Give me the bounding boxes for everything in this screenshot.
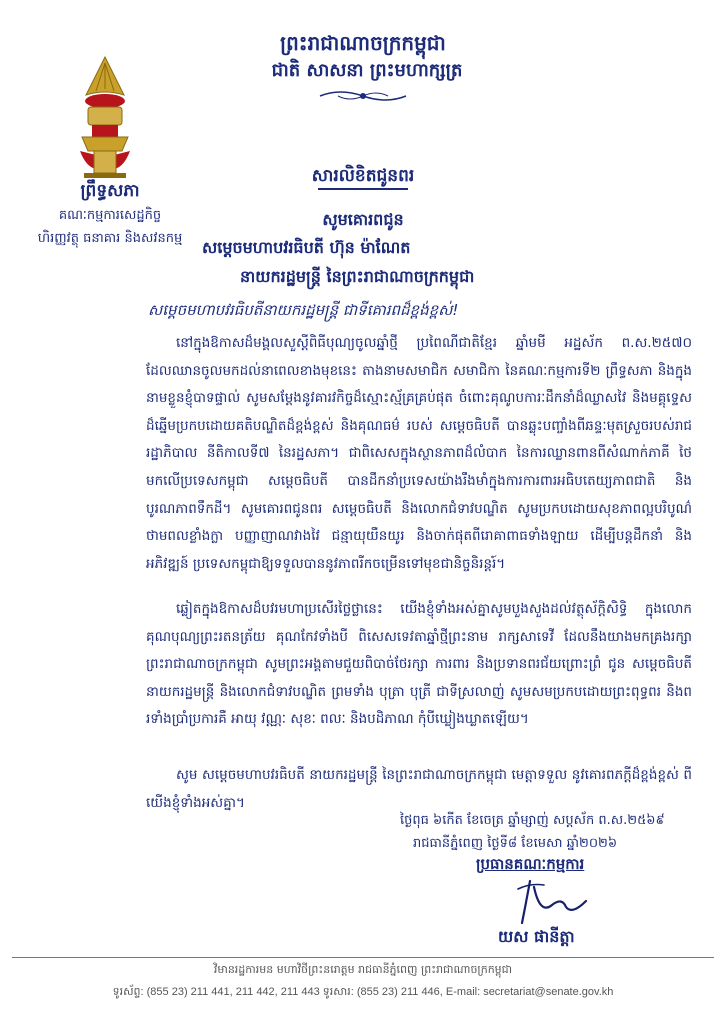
handwritten-signature-icon: [500, 875, 600, 930]
solar-date: រាជធានីភ្នំពេញ ថ្ងៃទី៨ ខែមេសា ឆ្នាំ២០២៦: [413, 836, 618, 851]
body-paragraph: សូម សម្តេចមហាបវរធិបតី នាយករដ្ឋមន្ត្រី នៃព្រះរាជាណាចក្រកម្ពុជា មេត្តាទទួល នូវគោរពភក្តីដ៏ខ្ពង់ខ្ពស់ ពីយើងខ្ញុំទាំងអស់គ្នា។: [146, 767, 692, 811]
footer-divider: [12, 957, 714, 958]
senate-emblem-icon: [76, 55, 134, 180]
addressee-intro: សូមគោរពជូន: [322, 210, 404, 229]
committee-scope: ហិរញ្ញវត្ថុ ធនាគារ និងសវនកម្ម: [37, 231, 183, 246]
body-paragraph: ឆ្លៀតក្នុងឱកាសដ៏បវរមហាប្រសើរថ្លៃថ្លានេះ យើងខ្ញុំទាំងអស់គ្នាសូមបួងសួងដល់វត្ថុស័ក្តិសិទ្ធិ ក្នុងលោក គុណបុណ្យព្រះរតនត្រ័យ គុណកែវទាំងបី ពិសេសទេវតាឆ្នាំថ្មីព្រះនាម រាក្សសាទេវី ដែលនឹងយាងមកគ្រងរក្សាព្រះរាជាណាចក្រកម្ពុជា សូមព្រះអង្គតាមជួយពិបាច់ថែរក្សា ការពារ និងប្រទានពរជ័យព្រោះព្រំ ជូន សម្តេចធិបតី នាយករដ្ឋមន្ត្រី និងលោកជំទាវបណ្ឌិត ព្រមទាំង បុត្រា បុត្រី ជាទីស្រលាញ់ សូមសមប្រកបដោយព្រះពុទ្ធពរ និងពរទាំងប្រាំប្រការគឺ អាយុ វណ្ណៈ សុខៈ ពលៈ និងបដិភាណ កុំបីឃ្លៀងឃ្លាតឡើយ។: [146, 601, 692, 728]
heading-underline: [318, 188, 408, 190]
signatory-name: យស ផានីត្តា: [498, 927, 575, 946]
salutation: សម្តេចមហាបវរធិបតីនាយករដ្ឋមន្ត្រី ជាទីគោរពដ៏ខ្ពង់ខ្ពស់!: [148, 301, 459, 319]
national-motto: ជាតិ សាសនា ព្រះមហាក្សត្រ: [271, 60, 463, 81]
letter-type-heading: សារលិខិតជូនពរ: [311, 166, 415, 186]
kingdom-title: ព្រះរាជាណាចក្រកម្ពុជា: [280, 31, 446, 55]
addressee-title: នាយករដ្ឋមន្ត្រី នៃព្រះរាជាណាចក្រកម្ពុជា: [240, 267, 475, 286]
flourish-ornament-icon: [318, 86, 408, 106]
signatory-title: ប្រធានគណៈកម្មការ: [476, 855, 585, 873]
lunar-date: ថ្ងៃពុធ ៦កើត ខែចេត្រ ឆ្នាំម្សាញ់ សប្តស័ក ព.ស.២៥៦៩: [400, 813, 665, 828]
institution-name: ព្រឹទ្ធសភា: [80, 181, 140, 201]
footer-address: វិមានរដ្ឋការមន មហាវិថីព្រះនរោត្តម រាជធានីភ្នំពេញ ព្រះរាជាណាចក្រកម្ពុជា: [213, 963, 513, 976]
footer-contacts: ទូរស័ព្ទ: (855 23) 211 441, 211 442, 211 443 ទូរសារ: (855 23) 211 446, E-mail: secretariat@senate.gov.kh: [112, 986, 614, 998]
addressee-name: សម្តេចមហាបវរធិបតី ហ៊ុន ម៉ាណែត: [202, 238, 411, 257]
body-paragraph: នៅក្នុងឱកាសដ៏មង្គលសួស្តីពិធីបុណ្យចូលឆ្នាំថ្មី ប្រពៃណីជាតិខ្មែរ ឆ្នាំមមី អដ្ឋស័ក ព.ស.២៥៧០ ដែលឈានចូលមកដល់នាពេលខាងមុខនេះ តាងនាមសមាជិក សមាជិកា នៃគណៈកម្មការទី២ ព្រឹទ្ធសភា និងក្នុងនាមខ្លួនខ្ញុំបាទផ្ទាល់ សូមសម្តែងនូវគារវកិច្ចដ៏ស្មោះស្ម័គ្រគ្រប់ផុត ចំពោះគុណូបការៈដឹកនាំដ៏ឈ្លាសវៃ និងមគ្គុទ្ទេសដ៏ឆ្នើមប្រកបដោយគតិបណ្ឌិតដ៏ខ្ពង់ខ្ពស់ និងគុណធម៌ របស់ សម្តេចធិបតី បានឆ្លុះបញ្ចាំងពីឆន្ទៈមុតស្រួចរបស់រាជរដ្ឋាភិបាល នីតិកាលទី៧ នៃរដ្ឋសភា។ ជាពិសេសក្នុងស្ថានភាពដ៏លំបាក នៃការឈ្លានពានពីសំណាក់ភាគី ថៃ មកលើប្រទេសកម្ពុជា សម្តេចធិបតី បានដឹកនាំប្រទេសយ៉ាងរឹងមាំក្នុងការការពារអធិបតេយ្យភាពជាតិ និងបូរណភាពទឹកដី។ សូមគោរពជូនពរ សម្តេចធិបតី និងលោកជំទាវបណ្ឌិត សូមប្រកបដោយសុខភាពល្អបរិបូណ៌ ថាមពលខ្លាំងក្លា បញ្ញាញាណវាងវៃ ជន្មាយុយឺនយូរ និងចាក់ផុតពីរោគាពាធទាំងឡាយ ដើម្បីបន្តដឹកនាំ និងអភិវឌ្ឍន៍ ប្រទេសកម្ពុជាឱ្យទទួលបាននូវភាពរីកចម្រើនទៅមុខជានិច្ចនិរន្តរ៍។: [146, 335, 692, 572]
committee-name: គណៈកម្មការសេដ្ឋកិច្ច: [58, 208, 162, 223]
